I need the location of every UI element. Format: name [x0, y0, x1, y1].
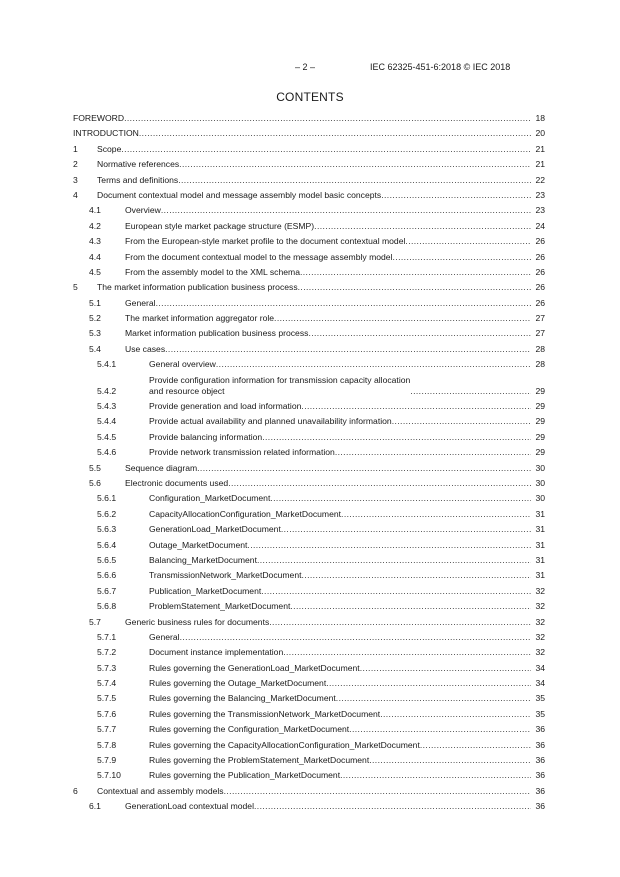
toc-entry[interactable]: [73, 678, 545, 689]
toc-entry-number: 5.7.10: [97, 770, 121, 781]
toc-entry-title: Balancing_MarketDocument: [149, 554, 257, 565]
toc-entry-number: 4.2: [89, 220, 101, 231]
toc-entry-number: 5.4.3: [97, 401, 117, 412]
dot-leader: [257, 555, 531, 566]
toc-entry-title: CapacityAllocationConfiguration_MarketDocument: [149, 508, 342, 519]
toc-entry-title: Overview: [125, 205, 161, 216]
toc-entry-title: Normative references: [97, 159, 180, 170]
toc-entry-title: European style market package structure (ESMP): [125, 220, 315, 231]
toc-entry-title: Rules governing the TransmissionNetwork_MarketDocument: [149, 708, 381, 719]
standard-reference: IEC 62325-451-6:2018 © IEC 2018: [370, 62, 511, 72]
toc-entry-title: Document contextual model and message assembly model basic concepts: [97, 189, 382, 200]
toc-entry-title: The market information aggregator role: [125, 313, 275, 324]
toc-entry-page: 29: [535, 431, 545, 442]
toc-entry-title-continued: and resource object: [149, 385, 225, 396]
dot-leader: [283, 647, 531, 658]
toc-entry-title: Scope: [97, 143, 122, 154]
toc-entry-number: 5.7.5: [97, 693, 117, 704]
toc-entry-title: Document instance implementation: [149, 647, 284, 658]
toc-entry-page: 23: [535, 189, 545, 200]
toc-entry-number: 5.6.2: [97, 508, 117, 519]
dot-leader: [121, 144, 531, 155]
toc-entry-title: Terms and definitions: [97, 174, 179, 185]
toc-entry[interactable]: [73, 175, 545, 186]
dot-leader: [197, 463, 531, 474]
toc-entry-title: FOREWORD: [73, 113, 125, 123]
toc-entry[interactable]: [73, 647, 545, 658]
toc-entry-page: 22: [535, 174, 545, 185]
dot-leader: [262, 432, 531, 443]
toc-entry[interactable]: [73, 632, 545, 643]
toc-entry-page: 29: [535, 385, 545, 396]
toc-entry-number: 5.6.4: [97, 539, 117, 550]
dot-leader: [369, 755, 531, 766]
toc-entry-number: 5.7.2: [97, 647, 117, 658]
toc-entry-number: 2: [73, 159, 78, 170]
toc-entry-number: 5.7: [89, 616, 101, 627]
toc-entry-number: 5.6.6: [97, 570, 117, 581]
toc-entry-title: Rules governing the Publication_MarketDocument: [149, 770, 341, 781]
toc-entry-page: 20: [535, 128, 545, 139]
toc-entry[interactable]: [73, 267, 545, 278]
toc-entry[interactable]: [73, 601, 545, 612]
dot-leader: [405, 236, 531, 247]
toc-entry-number: 5.7.6: [97, 708, 117, 719]
toc-entry-number: 5.7.9: [97, 755, 117, 766]
toc-entry-title: Outage_MarketDocument: [149, 539, 248, 550]
dot-leader: [269, 617, 531, 628]
dot-leader: [261, 586, 531, 597]
toc-entry-title: Sequence diagram: [125, 462, 198, 473]
toc-entry[interactable]: [73, 509, 545, 520]
toc-entry-number: 4.3: [89, 236, 101, 247]
toc-entry-page: 31: [535, 554, 545, 565]
toc-entry-number: 5.4.5: [97, 431, 117, 442]
toc-entry-title: GenerationLoad contextual model: [125, 801, 254, 812]
dot-leader: [301, 401, 531, 412]
toc-entry[interactable]: [73, 663, 545, 674]
dot-leader: [326, 678, 531, 689]
toc-entry[interactable]: [73, 693, 545, 704]
toc-entry[interactable]: [73, 328, 545, 339]
toc-entry-number: 4.4: [89, 251, 101, 262]
dot-leader: [290, 601, 531, 612]
toc-entry[interactable]: [73, 524, 545, 535]
toc-entry-title: TransmissionNetwork_MarketDocument: [149, 570, 302, 581]
dot-leader: [216, 359, 531, 370]
toc-entry-page: 35: [535, 693, 545, 704]
dot-leader: [393, 252, 532, 263]
toc-entry[interactable]: [73, 540, 545, 551]
toc-entry-page: 26: [535, 266, 545, 277]
toc-entry[interactable]: [73, 463, 545, 474]
toc-entry-page: 21: [535, 159, 545, 170]
toc-entry-title: ProblemStatement_MarketDocument: [149, 601, 291, 612]
toc-entry[interactable]: [73, 205, 545, 216]
toc-entry-page: 34: [535, 678, 545, 689]
dot-leader: [335, 447, 531, 458]
toc-entry-title: Configuration_MarketDocument: [149, 493, 271, 504]
toc-entry[interactable]: [73, 755, 545, 766]
toc-entry[interactable]: [73, 416, 545, 427]
toc-entry-number: 5.6.1: [97, 493, 117, 504]
toc-entry-page: 34: [535, 662, 545, 673]
toc-entry[interactable]: [73, 786, 545, 797]
dot-leader: [349, 724, 531, 735]
dot-leader: [314, 221, 531, 232]
toc-entry-title: General: [149, 631, 180, 642]
toc-entry-number: 6.1: [89, 801, 101, 812]
toc-entry-number: 4.5: [89, 266, 101, 277]
dot-leader: [281, 524, 531, 535]
toc-entry-page: 26: [535, 236, 545, 247]
toc-entry-number: 4: [73, 189, 78, 200]
toc-entry-number: 5.6.8: [97, 601, 117, 612]
toc-entry-title: INTRODUCTION: [73, 128, 139, 139]
page-title: CONTENTS: [276, 90, 344, 104]
toc-entry-title: Generic business rules for documents: [125, 616, 270, 627]
toc-entry-page: 31: [535, 570, 545, 581]
toc-entry-page: 26: [535, 282, 545, 293]
toc-entry[interactable]: [73, 740, 545, 751]
toc-entry-title: Rules governing the Configuration_MarketDocument: [149, 724, 350, 735]
toc-entry[interactable]: [73, 801, 545, 812]
toc-entry-title: Publication_MarketDocument: [149, 585, 262, 596]
toc-entry-number: 5.4.6: [97, 447, 117, 458]
toc-entry-page: 31: [535, 508, 545, 519]
toc-entry[interactable]: [73, 252, 545, 263]
toc-entry-page: 30: [535, 477, 545, 488]
dot-leader: [392, 416, 531, 427]
toc-entry[interactable]: [73, 128, 545, 139]
toc-entry-page: 26: [535, 297, 545, 308]
toc-entry-page: 27: [535, 313, 545, 324]
toc-entry-page: 36: [535, 770, 545, 781]
toc-entry[interactable]: [73, 221, 545, 232]
toc-entry-title: Rules governing the GenerationLoad_MarketDocument: [149, 662, 360, 673]
toc-entry[interactable]: [73, 617, 545, 628]
toc-entry-title: Use cases: [125, 343, 166, 354]
toc-entry[interactable]: [73, 159, 545, 170]
toc-entry[interactable]: [73, 570, 545, 581]
dot-leader: [228, 478, 531, 489]
dot-leader: [247, 540, 531, 551]
toc-entry-title: From the document contextual model to the message assembly model: [125, 251, 393, 262]
toc-entry[interactable]: [73, 190, 545, 201]
toc-entry-number: 5.5: [89, 462, 101, 473]
toc-entry-title: Provide configuration information for transmission capacity allocation: [149, 374, 411, 385]
toc-entry-title: Provide balancing information: [149, 431, 263, 442]
toc-entry-page: 32: [535, 647, 545, 658]
toc-entry-number: 4.1: [89, 205, 101, 216]
toc-entry-number: 5.1: [89, 297, 101, 308]
toc-entry-page: 30: [535, 462, 545, 473]
toc-entry[interactable]: [73, 344, 545, 355]
toc-entry-title: Market information publication business process: [125, 328, 309, 339]
dot-leader: [161, 205, 531, 216]
dot-leader: [340, 770, 531, 781]
toc-entry[interactable]: [73, 113, 545, 124]
dot-leader: [380, 709, 531, 720]
toc-entry-page: 35: [535, 708, 545, 719]
toc-entry-number: 5.4.4: [97, 416, 117, 427]
dot-leader: [254, 801, 531, 812]
toc-entry-number: 5.2: [89, 313, 101, 324]
toc-entry-title: From the European-style market profile to the document contextual model: [125, 236, 406, 247]
dot-leader: [124, 113, 531, 124]
dot-leader: [341, 509, 531, 520]
toc-entry-page: 29: [535, 416, 545, 427]
page-number: – 2 –: [295, 62, 316, 72]
toc-entry-number: 5.3: [89, 328, 101, 339]
toc-entry-page: 31: [535, 524, 545, 535]
dot-leader: [156, 298, 531, 309]
toc-entry-number: 5.4.1: [97, 359, 117, 370]
toc-entry-number: 5.7.1: [97, 631, 117, 642]
toc-entry-number: 3: [73, 174, 78, 185]
toc-entry[interactable]: [73, 298, 545, 309]
toc-entry-page: 28: [535, 343, 545, 354]
dot-leader: [420, 740, 531, 751]
toc-entry-title: From the assembly model to the XML schema: [125, 266, 300, 277]
toc-entry-number: 1: [73, 143, 78, 154]
toc-entry-page: 18: [535, 113, 545, 123]
toc-entry-title: Provide actual availability and planned unavailability information: [149, 416, 392, 427]
dot-leader: [165, 344, 531, 355]
toc-entry-title: Rules governing the ProblemStatement_MarketDocument: [149, 755, 370, 766]
dot-leader: [139, 128, 531, 139]
toc-entry-page: 31: [535, 539, 545, 550]
dot-leader: [410, 386, 531, 397]
dot-leader: [224, 786, 531, 797]
dot-leader: [360, 663, 531, 674]
toc-entry-title: Rules governing the Balancing_MarketDocument: [149, 693, 336, 704]
toc-entry[interactable]: [73, 401, 545, 412]
toc-entry-number: 5.6.7: [97, 585, 117, 596]
toc-entry[interactable]: [73, 359, 545, 370]
toc-entry-page: 32: [535, 616, 545, 627]
toc-entry-title: General: [125, 297, 156, 308]
toc-entry-title: GenerationLoad_MarketDocument: [149, 524, 281, 535]
toc-entry-number: 5.6: [89, 477, 101, 488]
toc-entry-page: 29: [535, 401, 545, 412]
table-of-contents: [73, 113, 545, 817]
dot-leader: [298, 282, 531, 293]
toc-entry-number: 5.7.8: [97, 739, 117, 750]
toc-entry[interactable]: [73, 144, 545, 155]
toc-entry[interactable]: [73, 478, 545, 489]
toc-entry[interactable]: [73, 313, 545, 324]
toc-entry-title: Contextual and assembly models: [97, 785, 224, 796]
toc-entry-page: 32: [535, 585, 545, 596]
toc-entry[interactable]: [73, 724, 545, 735]
toc-entry-page: 32: [535, 631, 545, 642]
toc-entry[interactable]: [73, 586, 545, 597]
toc-entry-page: 27: [535, 328, 545, 339]
toc-entry-title: Electronic documents used: [125, 477, 229, 488]
dot-leader: [180, 632, 531, 643]
dot-leader: [274, 313, 531, 324]
toc-entry[interactable]: [73, 375, 545, 397]
toc-entry-page: 36: [535, 801, 545, 812]
toc-entry-title: Rules governing the CapacityAllocationConfiguration_MarketDocument: [149, 739, 420, 750]
toc-entry-number: 6: [73, 785, 78, 796]
dot-leader: [300, 267, 531, 278]
toc-entry-page: 36: [535, 755, 545, 766]
toc-entry[interactable]: [73, 709, 545, 720]
toc-entry[interactable]: [73, 282, 545, 293]
toc-entry-number: 5.7.7: [97, 724, 117, 735]
dot-leader: [381, 190, 531, 201]
toc-entry-page: 32: [535, 601, 545, 612]
toc-entry-page: 29: [535, 447, 545, 458]
toc-entry-page: 36: [535, 785, 545, 796]
dot-leader: [302, 570, 531, 581]
toc-entry[interactable]: [73, 555, 545, 566]
toc-entry[interactable]: [73, 447, 545, 458]
toc-entry-number: 5.4.2: [97, 385, 117, 396]
toc-entry-number: 5: [73, 282, 78, 293]
dot-leader: [270, 493, 531, 504]
toc-entry-page: 30: [535, 493, 545, 504]
toc-entry[interactable]: [73, 236, 545, 247]
toc-entry[interactable]: [73, 432, 545, 443]
toc-entry-number: 5.6.5: [97, 554, 117, 565]
toc-entry[interactable]: [73, 493, 545, 504]
toc-entry-number: 5.7.4: [97, 678, 117, 689]
dot-leader: [336, 693, 531, 704]
toc-entry-page: 21: [535, 143, 545, 154]
toc-entry-title: Provide network transmission related information: [149, 447, 335, 458]
toc-entry-number: 5.6.3: [97, 524, 117, 535]
toc-entry-page: 28: [535, 359, 545, 370]
toc-entry-page: 26: [535, 251, 545, 262]
toc-entry-page: 24: [535, 220, 545, 231]
toc-entry-title: Rules governing the Outage_MarketDocument: [149, 678, 327, 689]
toc-entry-title: Provide generation and load information: [149, 401, 302, 412]
page-header: [0, 62, 620, 76]
dot-leader: [308, 328, 531, 339]
toc-entry-page: 36: [535, 739, 545, 750]
toc-entry-title: The market information publication business process: [97, 282, 298, 293]
dot-leader: [178, 175, 531, 186]
toc-entry-number: 5.7.3: [97, 662, 117, 673]
toc-entry[interactable]: [73, 770, 545, 781]
toc-entry-number: 5.4: [89, 343, 101, 354]
toc-entry-title: General overview: [149, 359, 216, 370]
toc-entry-page: 36: [535, 724, 545, 735]
dot-leader: [179, 159, 531, 170]
toc-entry-page: 23: [535, 205, 545, 216]
